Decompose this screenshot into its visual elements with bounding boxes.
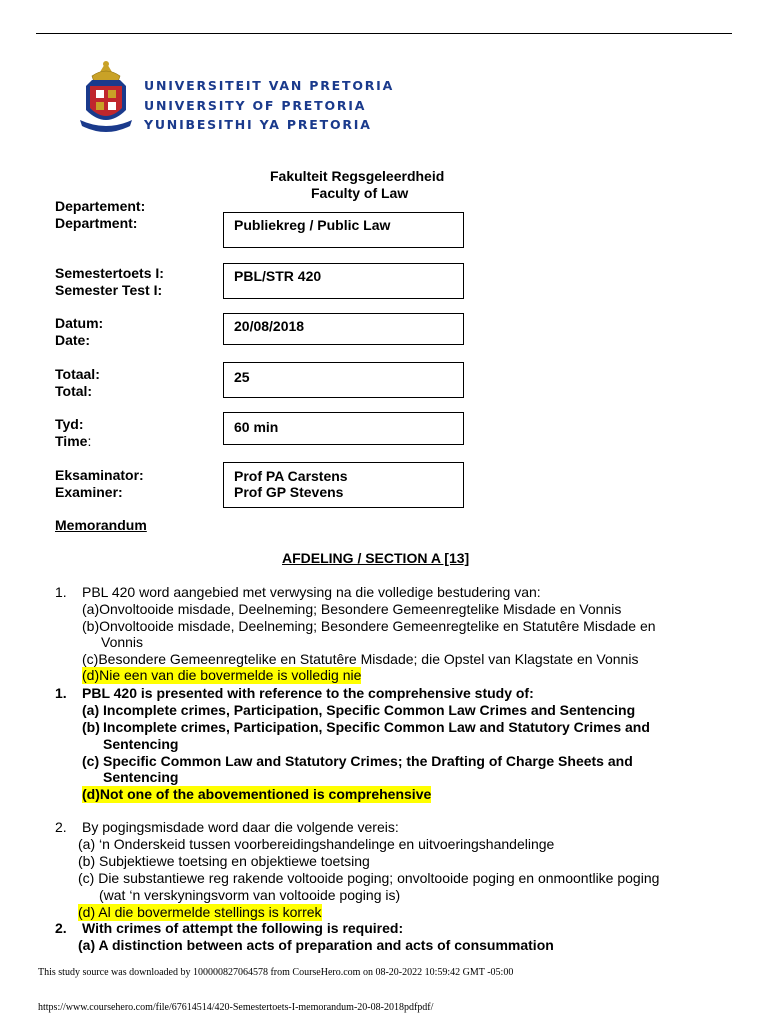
- time-label-en-colon: :: [87, 433, 92, 449]
- q2-en-option-a: (a) A distinction between acts of preparation and acts of consummation: [78, 937, 554, 953]
- examiner-label-en: Examiner:: [55, 484, 123, 500]
- q1-af-option-c: (c)Besondere Gemeenregtelike en Statutêre Misdade; die Opstel van Klagstate en Vonnis: [82, 651, 639, 667]
- time-box: [223, 412, 464, 445]
- university-name-en: UNIVERSITY OF PRETORIA: [144, 98, 367, 113]
- q1-en-option-c-cont: Sentencing: [103, 769, 179, 785]
- q1-en-option-a-label: (a): [82, 702, 100, 718]
- semester-test-label-en: Semester Test I:: [55, 282, 163, 298]
- q1-af-option-d: (d)Nie een van die bovermelde is volledig nie: [82, 667, 362, 683]
- section-heading: AFDELING / SECTION A [13]: [282, 550, 470, 566]
- department-label-af: Departement:: [55, 198, 146, 214]
- university-name-af: UNIVERSITEIT VAN PRETORIA: [144, 78, 395, 93]
- total-label-af: Totaal:: [55, 366, 100, 382]
- q2-af-option-b: (b) Subjektiewe toetsing en objektiewe toetsing: [78, 853, 370, 869]
- q1-en-option-a: Incomplete crimes, Participation, Specific Common Law Crimes and Sentencing: [103, 702, 636, 718]
- total-box: [223, 362, 464, 398]
- q1-en-option-c-label: (c): [82, 753, 100, 769]
- q2-af-text: By pogingsmisdade word daar die volgende vereis:: [82, 819, 399, 835]
- faculty-af: Fakulteit Regsgeleerdheid: [270, 168, 445, 184]
- university-crest-icon: [78, 58, 134, 138]
- q1-en-option-b-label: (b): [82, 719, 100, 735]
- examiner-label-af: Eksaminator:: [55, 467, 144, 483]
- q2-en-number: 2.: [55, 920, 67, 936]
- source-url-link[interactable]: https://www.coursehero.com/file/67614514/420-Semestertoets-I-memorandum-20-08-2018pdfpdf/: [38, 1002, 434, 1013]
- q2-af-number: 2.: [55, 819, 67, 835]
- memorandum-heading: Memorandum: [55, 517, 147, 533]
- faculty-en: Faculty of Law: [311, 185, 409, 201]
- time-label-af: Tyd:: [55, 416, 84, 432]
- university-name-ts: YUNIBESITHI YA PRETORIA: [144, 117, 372, 132]
- q1-af-option-a: (a)Onvoltooide misdade, Deelneming; Besondere Gemeenregtelike Misdade en Vonnis: [82, 601, 622, 617]
- semester-test-value: PBL/STR 420: [234, 268, 322, 284]
- time-label-en-text: Time: [55, 433, 88, 449]
- q1-en-text: PBL 420 is presented with reference to the comprehensive study of:: [82, 685, 534, 701]
- source-footer: This study source was downloaded by 100000827064578 from CourseHero.com on 08-20-2022 10:59:42 GMT -05:00: [38, 967, 514, 978]
- department-box: [223, 212, 464, 248]
- q1-en-option-c: Specific Common Law and Statutory Crimes; the Drafting of Charge Sheets and: [103, 753, 633, 769]
- q1-en-option-d: (d)Not one of the abovementioned is comprehensive: [82, 786, 432, 802]
- q1-af-option-b: (b)Onvoltooide misdade, Deelneming; Besondere Gemeenregtelike en Statutêre Misdade en: [82, 618, 656, 634]
- date-label-en: Date:: [55, 332, 91, 348]
- department-label-en: Department:: [55, 215, 138, 231]
- q2-af-option-d: (d) Al die bovermelde stellings is korrek: [78, 904, 322, 920]
- semester-test-label-af: Semestertoets I:: [55, 265, 164, 281]
- q1-en-number: 1.: [55, 685, 67, 701]
- examiner-box: [223, 462, 464, 508]
- q1-en-option-b-cont: Sentencing: [103, 736, 179, 752]
- top-rule: [36, 33, 732, 34]
- examiner-value-2: Prof GP Stevens: [234, 484, 344, 500]
- q1-af-option-b-cont: Vonnis: [101, 634, 144, 650]
- examiner-value-1: Prof PA Carstens: [234, 468, 348, 484]
- total-value: 25: [234, 369, 250, 385]
- total-label-en: Total:: [55, 383, 93, 399]
- q1-en-option-b: Incomplete crimes, Participation, Specific Common Law and Statutory Crimes and: [103, 719, 650, 735]
- q1-af-number: 1.: [55, 584, 67, 600]
- date-label-af: Datum:: [55, 315, 104, 331]
- department-value: Publiekreg / Public Law: [234, 217, 391, 233]
- q2-af-option-a: (a) ‘n Onderskeid tussen voorbereidingshandelinge en uitvoeringshandelinge: [78, 836, 555, 852]
- time-label-en: [55, 433, 91, 450]
- semester-test-box: [223, 263, 464, 299]
- q1-af-text: PBL 420 word aangebied met verwysing na die volledige bestudering van:: [82, 584, 541, 600]
- date-value: 20/08/2018: [234, 318, 305, 334]
- date-box: [223, 313, 464, 345]
- q2-en-text: With crimes of attempt the following is required:: [82, 920, 404, 936]
- q2-af-option-c: (c) Die substantiewe reg rakende voltooide poging; onvoltooide poging en onmoontlike poging: [78, 870, 660, 886]
- time-value: 60 min: [234, 419, 279, 435]
- q2-af-option-c-cont: (wat ‘n verskyningsvorm van voltooide poging is): [99, 887, 401, 903]
